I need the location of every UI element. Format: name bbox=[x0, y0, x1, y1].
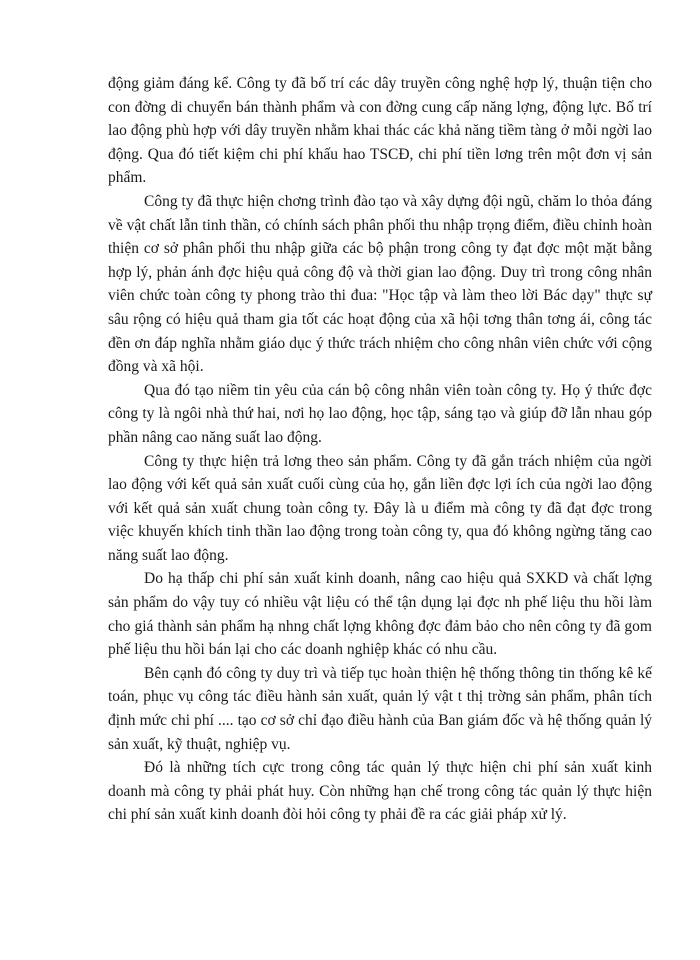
paragraph-3: Qua đó tạo niềm tin yêu của cán bộ công nhân viên toàn công ty. Họ ý thức đợc công ty là ngôi nhà thứ hai, nơi họ lao động, học tập, sáng tạo và giúp đỡ lẫn nhau góp phần nâng cao năng suất lao động. bbox=[108, 381, 652, 446]
paragraph-7: Đó là những tích cực trong công tác quản lý thực hiện chi phí sản xuất kinh doanh mà công ty phải phát huy. Còn những hạn chế trong công tác quản lý thực hiện chi phí sản xuất kinh doanh đòi hỏi công ty phải đề ra các giải pháp xử lý. bbox=[108, 759, 652, 824]
paragraph-5: Do hạ thấp chi phí sản xuất kinh doanh, nâng cao hiệu quả SXKD và chất lợng sản phẩm do vậy tuy có nhiều vật liệu có thể tận dụng lại đợc nh phế liệu thu hồi làm cho giá thành sản phẩm hạ nhng chất lợng không đợc đảm bảo cho nên công ty đã gom phế liệu thu hồi bán lại cho các doanh nghiệp khác có nhu cầu. bbox=[108, 570, 652, 659]
paragraph-2: Công ty đã thực hiện chơng trình đào tạo và xây dựng đội ngũ, chăm lo thỏa đáng về vật chất lẫn tinh thần, có chính sách phân phối thu nhập trọng điểm, điều chỉnh hoàn thiện cơ sở phân phối thu nhập giữa các bộ phận trong công ty đạt đợc một mặt bằng hợp lý, phản ánh đợc hiệu quả công độ và thời gian lao động. Duy trì trong công nhân viên chức toàn công ty phong trào thi đua: "Học tập và làm theo lời Bác dạy" thực sự sâu rộng có hiệu quả tham gia tốt các hoạt động của xã hội tơng thân tơng ái, công tác đền ơn đáp nghĩa nhằm giáo dục ý thức trách nhiệm cho công nhân viên chức với cộng đồng và xã hội. bbox=[108, 192, 652, 376]
paragraph-6: Bên cạnh đó công ty duy trì và tiếp tục hoàn thiện hệ thống thông tin thống kê kế toán, phục vụ công tác điều hành sản xuất, quản lý vật t thị trờng sản phẩm, phân tích định mức chi phí .... tạo cơ sở chỉ đạo điều hành của Ban giám đốc và hệ thống quản lý sản xuất, kỹ thuật, nghiệp vụ. bbox=[108, 664, 652, 753]
paragraph-4: Công ty thực hiện trả lơng theo sản phẩm. Công ty đã gắn trách nhiệm của ngời lao động với kết quả sản xuất cuối cùng của họ, gắn liền đợc lợi ích của ngời lao động với kết quả sản xuất chung toàn công ty. Đây là u điểm mà công ty đã đạt đợc trong việc khuyến khích tinh thần lao động trong toàn công ty, qua đó không ngừng tăng cao năng suất lao động. bbox=[108, 452, 652, 564]
paragraph-1: động giảm đáng kể. Công ty đã bố trí các dây truyền công nghệ hợp lý, thuận tiện cho con đờng di chuyển bán thành phẩm và con đờng cung cấp năng lợng, động lực. Bố trí lao động phù hợp với dây truyền nhằm khai thác các khả năng tiềm tàng ở mỗi ngời lao động. Qua đó tiết kiệm chi phí khấu hao TSCĐ, chi phí tiền lơng trên một đơn vị sản phẩm. bbox=[108, 75, 652, 187]
document-page bbox=[108, 72, 652, 827]
